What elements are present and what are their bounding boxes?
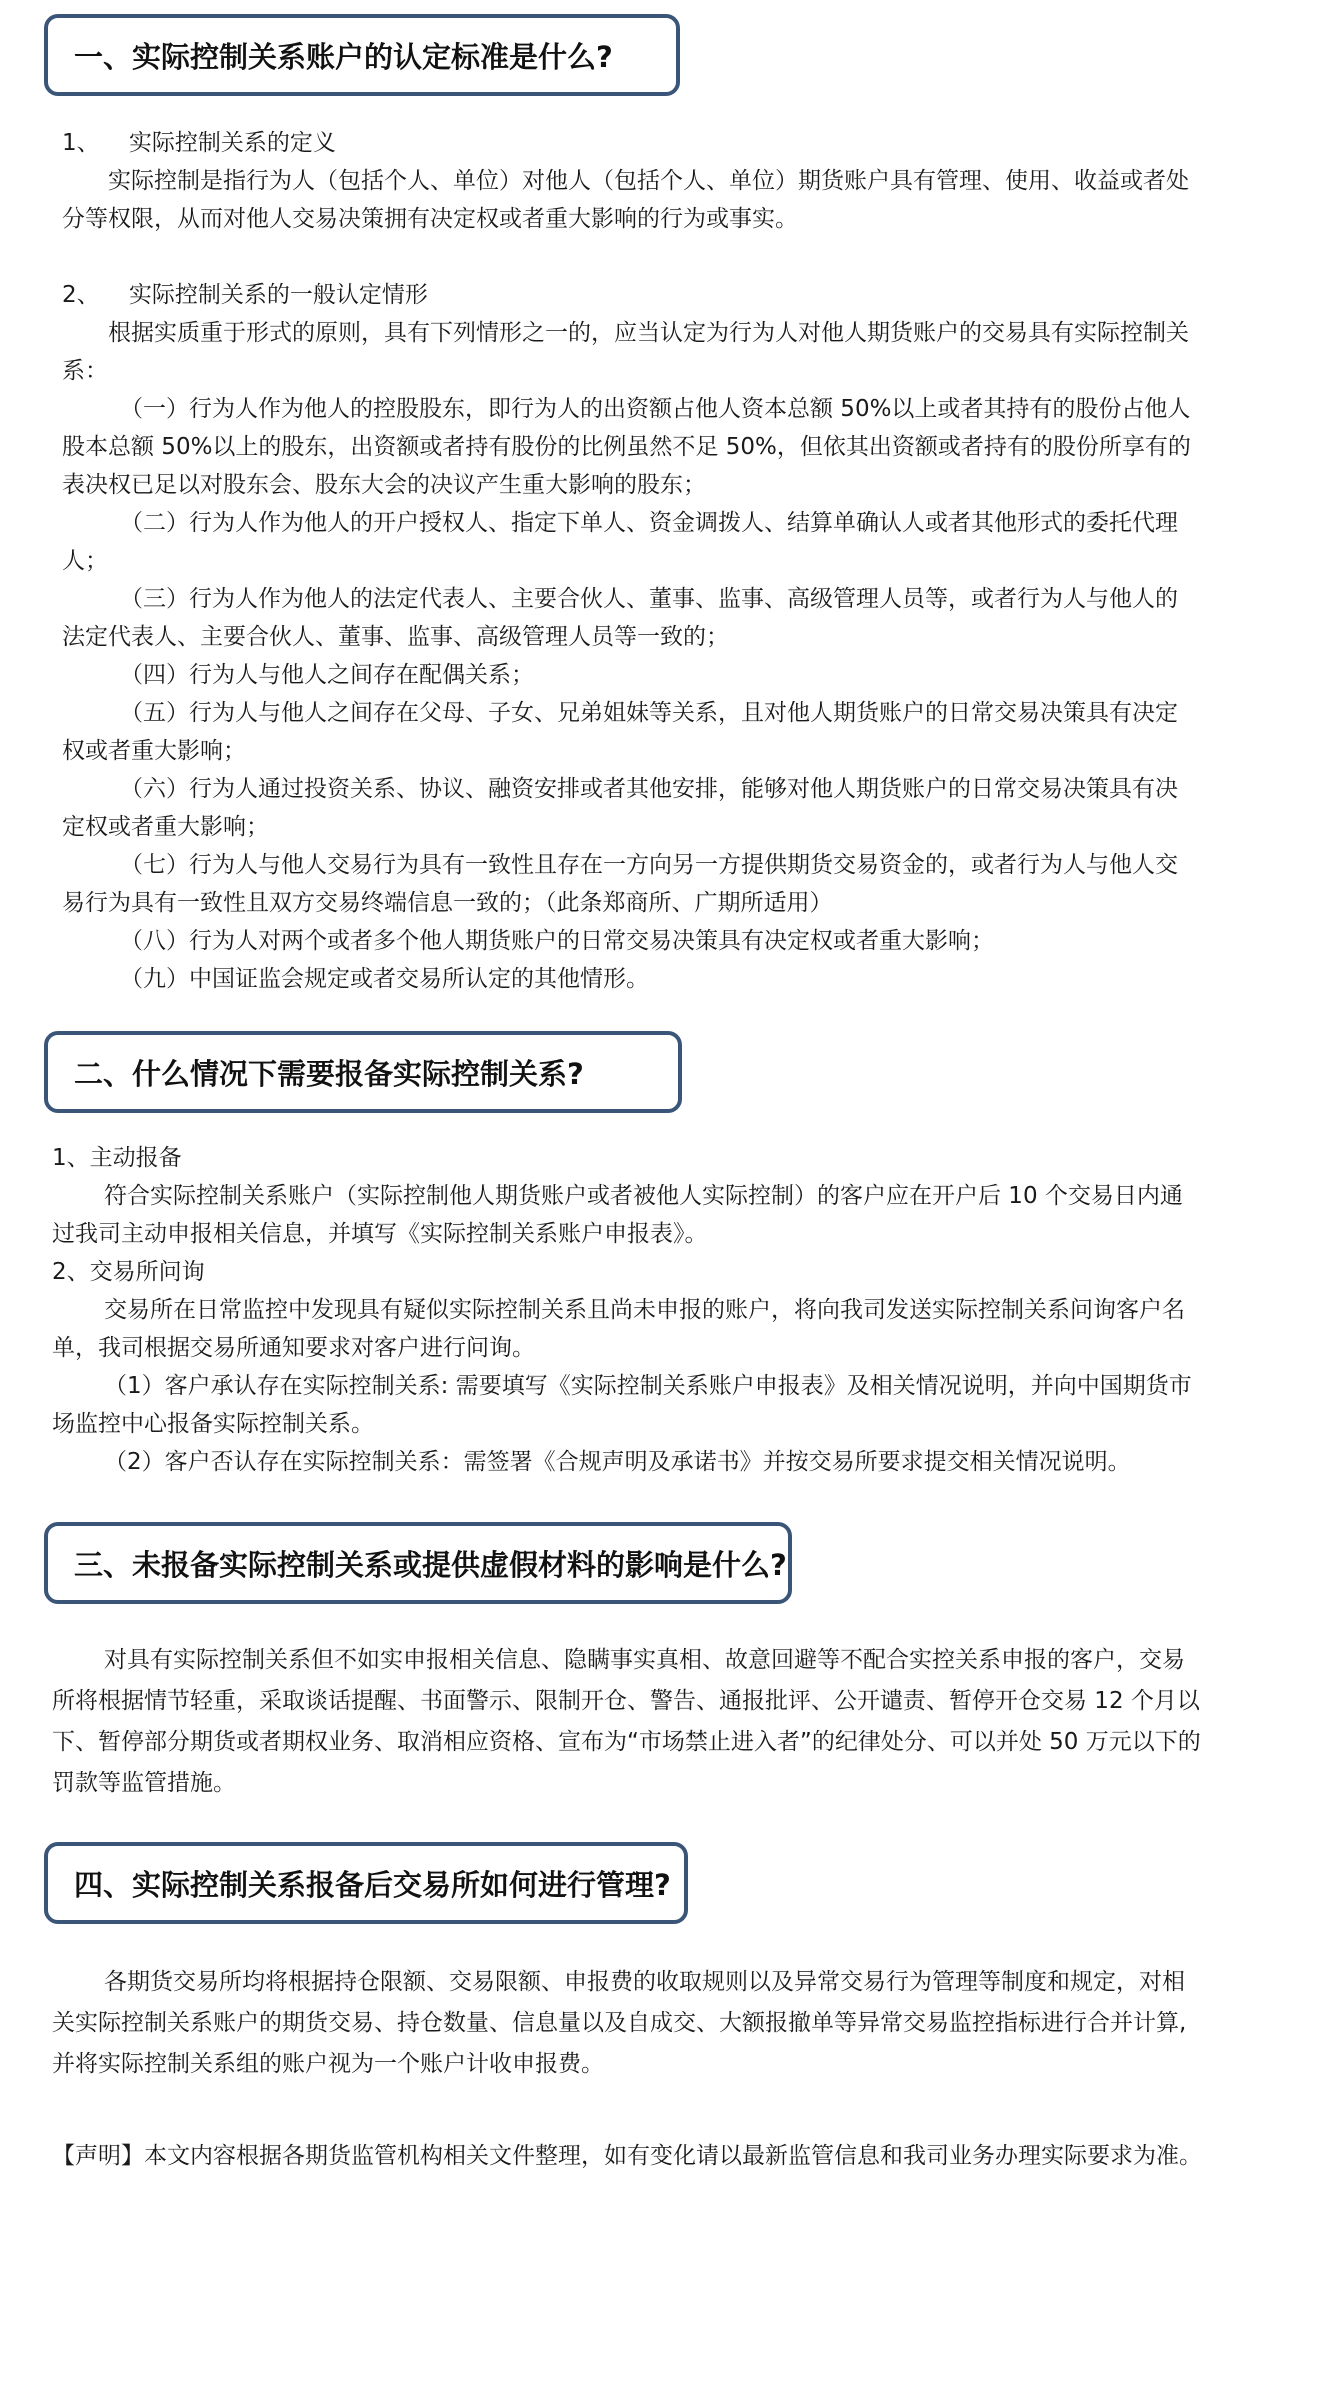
section-3-content — [52, 1640, 1202, 1804]
definition-title: 1、 实际控制关系的定义 — [62, 130, 336, 156]
inquiry-item-1: （1）客户承认存在实际控制关系: 需要填写《实际控制关系账户申报表》及相关情况说明，并向中国期货市场监控中心报备实际控制关系。 — [52, 1373, 1192, 1437]
criteria-item: （九）中国证监会规定或者交易所认定的其他情形。 — [120, 966, 649, 992]
penalty-body: 对具有实际控制关系但不如实申报相关信息、隐瞒事实真相、故意回避等不配合实控关系申报的客户，交易所将根据情节轻重，采取谈话提醒、书面警示、限制开仓、警告、通报批评、公开谴责、暂停开仓交易 12 个月以下、暂停部分期货或者期权业务、取消相应资格、宣布为“市场禁止进入者”的纪律处分、可以并处 50 万元以下的罚款等监管措施。 — [52, 1647, 1201, 1796]
declaration-text: 【声明】本文内容根据各期货监管机构相关文件整理，如有变化请以最新监管信息和我司业务办理实际要求为准。 — [52, 2143, 1202, 2169]
criteria-item: （一）行为人作为他人的控股股东，即行为人的出资额占他人资本总额 50%以上或者其持有的股份占他人股本总额 50%以上的股东，出资额或者持有股份的比例虽然不足 50%，但依其出资额或者持有的股份所享有的表决权已足以对股东会、股东大会的决议产生重大影响的股东； — [62, 396, 1191, 498]
inquiry-item-2: （2）客户否认存在实际控制关系：需签署《合规声明及承诺书》并按交易所要求提交相关情况说明。 — [104, 1449, 1131, 1475]
criteria-item: （七）行为人与他人交易行为具有一致性且存在一方向另一方提供期货交易资金的，或者行为人与他人交易行为具有一致性且双方交易终端信息一致的；（此条郑商所、广期所适用） — [62, 852, 1178, 916]
criteria-item: （八）行为人对两个或者多个他人期货账户的日常交易决策具有决定权或者重大影响； — [120, 928, 994, 954]
criteria-item: （五）行为人与他人之间存在父母、子女、兄弟姐妹等关系，且对他人期货账户的日常交易决策具有决定权或者重大影响； — [62, 700, 1178, 764]
declaration — [52, 2136, 1202, 2177]
criteria-item: （三）行为人作为他人的法定代表人、主要合伙人、董事、监事、高级管理人员等，或者行为人与他人的法定代表人、主要合伙人、董事、监事、高级管理人员等一致的； — [62, 586, 1178, 650]
inquiry-body: 交易所在日常监控中发现具有疑似实际控制关系且尚未申报的账户，将向我司发送实际控制关系问询客户名单，我司根据交易所通知要求对客户进行问询。 — [52, 1297, 1185, 1361]
criteria-intro: 根据实质重于形式的原则，具有下列情形之一的，应当认定为行为人对他人期货账户的交易具有实际控制关系： — [62, 320, 1189, 384]
active-report-title: 1、主动报备 — [52, 1145, 182, 1171]
criteria-item: （六）行为人通过投资关系、协议、融资安排或者其他安排，能够对他人期货账户的日常交易决策具有决定权或者重大影响； — [62, 776, 1178, 840]
section-1-definition — [62, 124, 1192, 238]
section-4-content — [52, 1962, 1202, 2085]
inquiry-title: 2、交易所问询 — [52, 1259, 205, 1285]
section-4-heading: 四、实际控制关系报备后交易所如何进行管理? — [44, 1842, 688, 1924]
management-body: 各期货交易所均将根据持仓限额、交易限额、申报费的收取规则以及异常交易行为管理等制度和规定，对相关实际控制关系账户的期货交易、持仓数量、信息量以及自成交、大额报撤单等异常交易监控指标进行合并计算,并将实际控制关系组的账户视为一个账户计收申报费。 — [52, 1969, 1187, 2077]
criteria-item: （二）行为人作为他人的开户授权人、指定下单人、资金调拨人、结算单确认人或者其他形式的委托代理人； — [62, 510, 1178, 574]
section-1-criteria — [62, 276, 1192, 998]
criteria-item: （四）行为人与他人之间存在配偶关系； — [120, 662, 534, 688]
active-report-body: 符合实际控制关系账户（实际控制他人期货账户或者被他人实际控制）的客户应在开户后 10 个交易日内通过我司主动申报相关信息，并填写《实际控制关系账户申报表》。 — [52, 1183, 1183, 1247]
criteria-title: 2、 实际控制关系的一般认定情形 — [62, 282, 428, 308]
section-1-heading: 一、实际控制关系账户的认定标准是什么? — [44, 14, 680, 96]
section-2-content — [52, 1139, 1202, 1481]
definition-body: 实际控制是指行为人（包括个人、单位）对他人（包括个人、单位）期货账户具有管理、使用、收益或者处分等权限，从而对他人交易决策拥有决定权或者重大影响的行为或事实。 — [62, 168, 1189, 232]
section-3-heading: 三、未报备实际控制关系或提供虚假材料的影响是什么? — [44, 1522, 792, 1604]
section-2-heading: 二、什么情况下需要报备实际控制关系? — [44, 1031, 682, 1113]
